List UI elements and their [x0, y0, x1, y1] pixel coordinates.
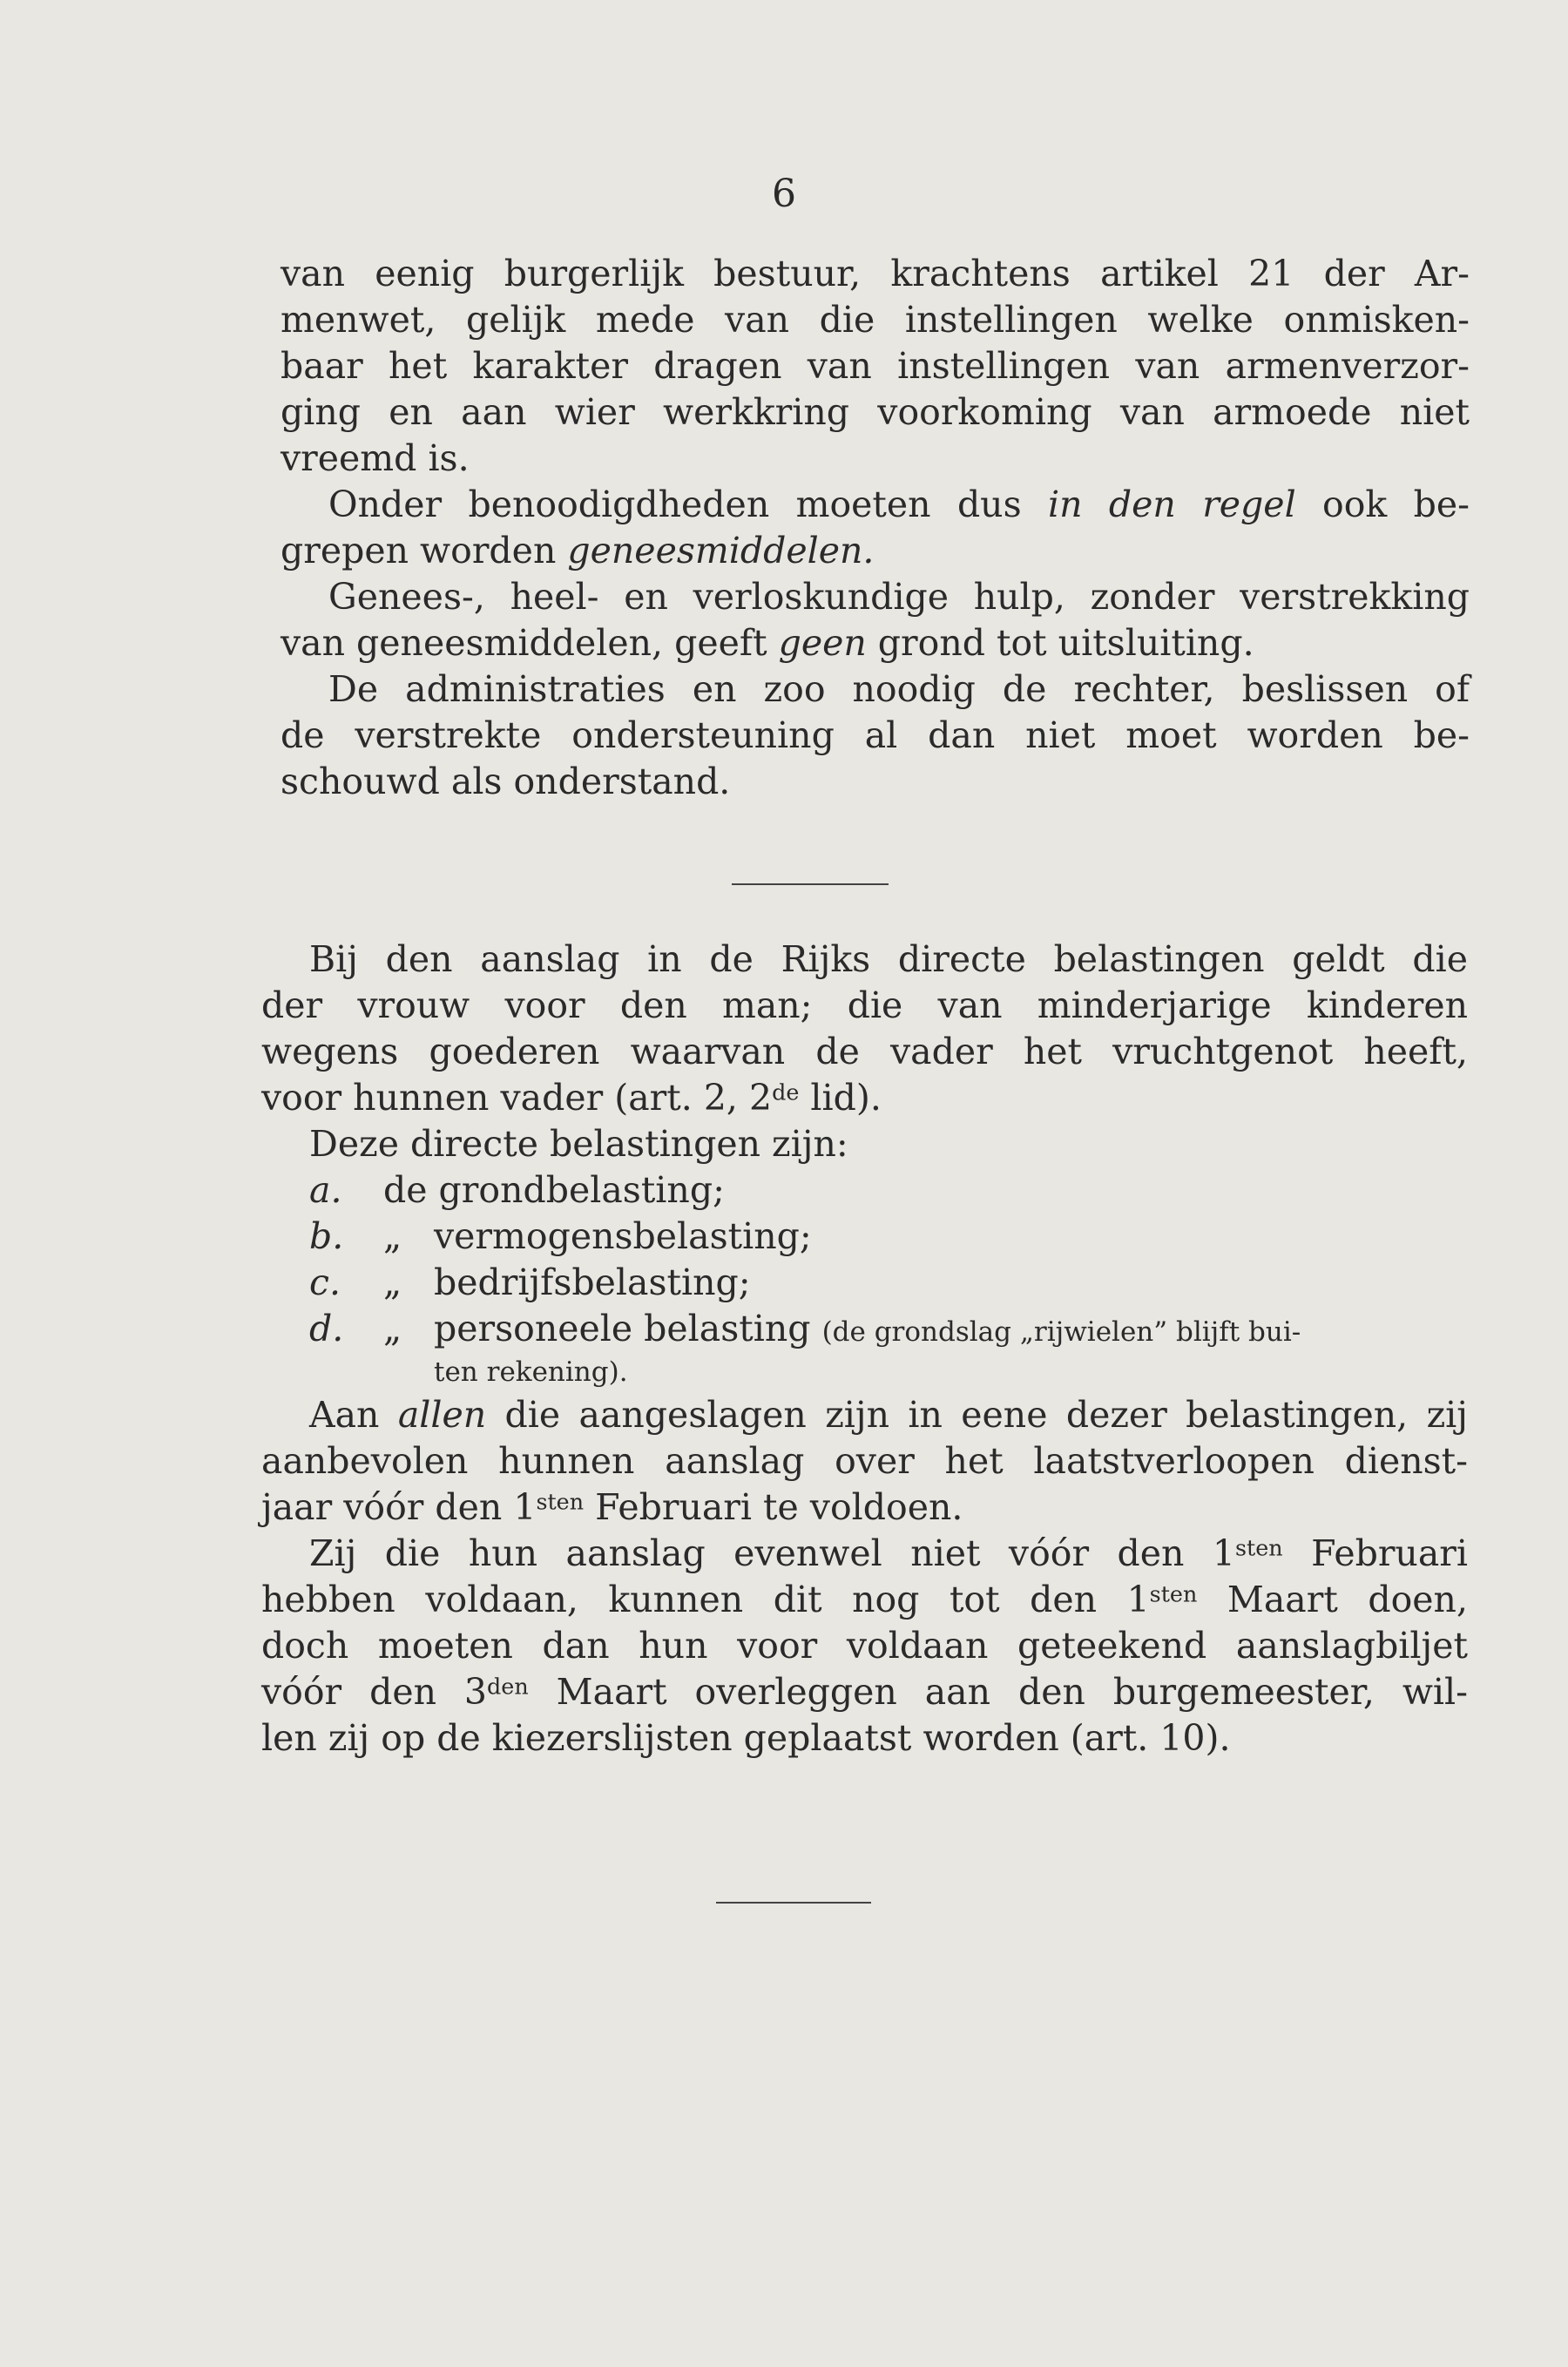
- paragraph-3: [280, 574, 1470, 666]
- superscript: den: [487, 1673, 529, 1700]
- text-line: [261, 1669, 1468, 1715]
- italic-text: in den regel: [1048, 484, 1296, 525]
- text-run: voor hunnen vader (art. 2, 2: [261, 1077, 773, 1119]
- end-divider: [716, 1902, 871, 1904]
- text-line: [280, 528, 1470, 574]
- text-line: [261, 1484, 1468, 1531]
- list-label: d.: [309, 1308, 344, 1349]
- text-run: vóór den 3: [261, 1671, 488, 1713]
- text-run: Maart overleggen aan den burgemeester, wil-: [528, 1671, 1469, 1713]
- list-item: [261, 1306, 1468, 1352]
- list-item: [261, 1214, 1468, 1260]
- list-label: c.: [309, 1261, 341, 1303]
- text-line: wegens goederen waarvan de vader het vruchtgenot heeft,: [261, 1031, 1468, 1072]
- text-run: ook be-: [1295, 484, 1470, 525]
- text-run: Maart doen,: [1197, 1579, 1468, 1620]
- text-run: Aan: [309, 1394, 398, 1436]
- list-text: vermogensbelasting;: [434, 1215, 812, 1257]
- text-line: len zij op de kiezerslijsten geplaatst worden (art. 10).: [261, 1717, 1231, 1759]
- text-line: menwet, gelijk mede van die instellingen welke onmisken-: [280, 299, 1470, 341]
- tax-list: [261, 1167, 1468, 1392]
- text-run: Februari te voldoen.: [584, 1486, 963, 1528]
- text-run: lid).: [799, 1077, 882, 1119]
- page-number: 6: [772, 172, 796, 216]
- text-line: de verstrekte ondersteuning al dan niet moet worden be-: [280, 714, 1470, 756]
- text-line: ging en aan wier werkkring voorkoming van armoede niet: [280, 391, 1470, 433]
- paragraph-8: [261, 1531, 1468, 1762]
- list-label: b.: [309, 1215, 344, 1257]
- list-text: bedrijfsbelasting;: [434, 1261, 751, 1303]
- list-text: de grondbelasting;: [383, 1169, 725, 1211]
- paragraph-4: [280, 666, 1470, 805]
- paragraph-5: [261, 937, 1468, 1121]
- text-run: die aangeslagen zijn in eene dezer belastingen, zij: [486, 1394, 1468, 1436]
- paragraph-1: [280, 251, 1470, 482]
- superscript: sten: [536, 1488, 585, 1515]
- list-note-continuation: ten rekening).: [434, 1356, 628, 1388]
- italic-text: geen: [778, 622, 867, 664]
- section-1: [280, 251, 1470, 805]
- text-run: grepen worden: [280, 530, 568, 571]
- list-text: personeele belasting: [434, 1308, 822, 1349]
- text-line: [261, 1075, 1468, 1121]
- text-run: Februari: [1282, 1532, 1468, 1574]
- section-divider: [732, 883, 889, 885]
- text-line: [261, 1577, 1468, 1623]
- paragraph-7: [261, 1392, 1468, 1531]
- paragraph-6: [261, 1121, 1468, 1167]
- paragraph-2: [280, 482, 1470, 574]
- text-run: hebben voldaan, kunnen dit nog tot den 1: [261, 1579, 1150, 1620]
- superscript: sten: [1234, 1534, 1283, 1561]
- text-run: jaar vóór den 1: [261, 1486, 537, 1528]
- superscript: de: [772, 1079, 800, 1106]
- list-item: [261, 1260, 1468, 1306]
- list-note: (de grondslag „rijwielen” blijft bui-: [821, 1316, 1301, 1348]
- text-line: [261, 1531, 1468, 1577]
- ditto-mark: „: [383, 1261, 402, 1303]
- superscript: sten: [1149, 1580, 1198, 1607]
- text-line: Genees-, heel- en verloskundige hulp, zonder verstrekking: [328, 576, 1470, 618]
- text-line: [280, 482, 1470, 528]
- text-line: De administraties en zoo noodig de rechter, beslissen of: [328, 668, 1470, 710]
- text-line: doch moeten dan hun voor voldaan geteekend aanslagbiljet: [261, 1625, 1468, 1667]
- text-run: grond tot uitsluiting.: [866, 622, 1254, 664]
- text-line: schouwd als onderstand.: [280, 761, 731, 802]
- italic-text: allen: [397, 1394, 487, 1436]
- text-run: Zij die hun aanslag evenwel niet vóór den 1: [309, 1532, 1235, 1574]
- section-2: [261, 937, 1468, 1762]
- text-run: van geneesmiddelen, geeft: [280, 622, 779, 664]
- ditto-mark: „: [383, 1215, 402, 1257]
- text-line: Bij den aanslag in de Rijks directe belastingen geldt die: [309, 938, 1468, 980]
- list-item: [261, 1167, 1468, 1214]
- text-run: Onder benoodigdheden moeten dus: [328, 484, 1049, 525]
- text-line: aanbevolen hunnen aanslag over het laatstverloopen dienst-: [261, 1440, 1468, 1482]
- text-line: der vrouw voor den man; die van minderjarige kinderen: [261, 984, 1468, 1026]
- italic-text: geneesmiddelen.: [567, 530, 875, 571]
- text-line: van eenig burgerlijk bestuur, krachtens artikel 21 der Ar-: [280, 253, 1470, 294]
- list-label: a.: [309, 1169, 342, 1211]
- text-line: [261, 1392, 1468, 1438]
- ditto-mark: „: [383, 1308, 402, 1349]
- text-line: [280, 620, 1470, 666]
- text-line: baar het karakter dragen van instellingen van armenverzor-: [280, 345, 1470, 387]
- text-line: Deze directe belastingen zijn:: [309, 1123, 848, 1165]
- text-line: vreemd is.: [280, 437, 470, 479]
